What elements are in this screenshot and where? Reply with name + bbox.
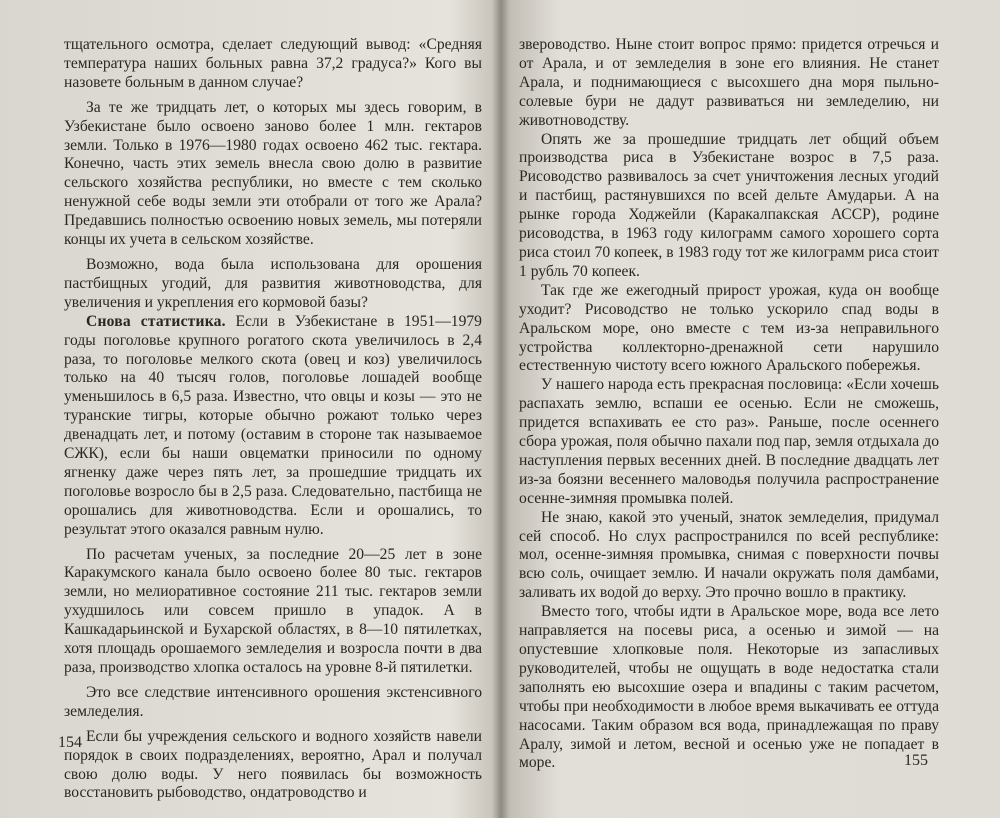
paragraph-with-heading	[64, 313, 482, 540]
paragraph: Это все следствие интенсивного орошения экстенсивного земледелия.	[64, 683, 482, 720]
paragraph-body: Если в Узбекистане в 1951—1979 годы поголовье крупного рогатого скота увеличилось в 2,4 раза, то поголовье мелкого скота (овец и коз) увеличилось только на 40 тысяч голов, поголовье лошадей вообще уменьшилось в 6,5 раза. Известно, что овцы и козы — это не туранские тигры, которые обычно рожают только через двенадцать лет, и потому (оставим в стороне так называемое СЖК), если бы наши овцематки приносили по одному ягненку даже через пять лет, за прошедшие тридцать их поголовье возросло бы в 2,5 раза. Следовательно, пастбища не орошались для животноводства. Если и орошались, то результат этого оказался равным нулю.	[64, 312, 482, 538]
right-page	[502, 0, 1000, 818]
paragraph: Если бы учреждения сельского и водного хозяйств навели порядок в своих подразделениях, вероятно, Арал и получал свою долю воды. У него появилась бы возможность восстановить рыбоводство, ондатроводство и	[64, 727, 482, 802]
paragraph: По расчетам ученых, за последние 20—25 лет в зоне Каракумского канала было освоено более 80 тыс. гектаров земли, но мелиоративное состояние 211 тыс. гектаров земли ухудшилось или совсем пришло в упадок. А в Кашкадарьинской и Бухарской областях, в 8—10 пятилетках, хотя площадь орошаемого земледелия и возросла почти в два раза, производство хлопка осталось на уровне 8-й пятилетки.	[64, 545, 482, 676]
paragraph: Возможно, вода была использована для орошения пастбищных угодий, для развития животноводства, для увеличения и укрепления его кормовой базы?	[64, 255, 482, 311]
page-number: 154	[58, 734, 82, 751]
paragraph: Не знаю, какой это ученый, знаток земледелия, придумал сей способ. Но слух распространился по всей республике: мол, осенне-зимняя промывка, снимая с поверхности почвы всю соль, очищает землю. И начали окружать поля дамбами, заливать их водой до верху. Это прочно вошло в практику.	[519, 508, 939, 602]
paragraph: звероводство. Ныне стоит вопрос прямо: придется отречься и от Арала, и от земледелия в зоне его влияния. Не станет Арала, и поднимающиеся с высохшего дна моря пыльно-солевые бури не дадут развиваться ни земледелию, ни животноводству.	[519, 36, 939, 129]
paragraph: У нашего народа есть прекрасная пословица: «Если хочешь распахать землю, вспаши ее осенью. Если не сможешь, придется вспахивать ее сто раз». Раньше, после осеннего сбора урожая, поля обычно пахали под пар, земля отдыхала до наступления первых весенних дней. В последние двадцать лет из-за боязни весеннего маловодья получила распространение осенне-зимняя промывка полей.	[519, 376, 939, 507]
right-page-text	[519, 36, 939, 773]
paragraph: Вместо того, чтобы идти в Аральское море, вода все лето направляется на посевы риса, а осенью и зимой — на опустевшие хлопковые поля. Некоторые из запасливых руководителей, чтобы не ощущать в воде недостатка стали заполнять ею высохшие озера и впадины с таким расчетом, чтобы при необходимости в любое время выкачивать ее оттуда насосами. Таким образом вся вода, принадлежащая по праву Аралу, зимой и летом, весной и осенью уже не попадает в море.	[519, 603, 939, 772]
paragraph: За те же тридцать лет, о которых мы здесь говорим, в Узбекистане было освоено заново более 1 млн. гектаров земли. Только в 1976—1980 годах освоено 462 тыс. гектара. Конечно, часть этих земель внесла свою долю в развитие сельского хозяйства республики, но вместе с тем сколько ненужной себе воды земли эти отобрали от того же Арала? Предавшись полностью освоению новых земель, мы потеряли концы их учета в сельском хозяйстве.	[64, 98, 482, 249]
paragraph: тщательного осмотра, сделает следующий вывод: «Средняя температура наших больных равна 37,2 градуса?» Кого вы назовете больным в данном случае?	[64, 36, 482, 91]
paragraph: Опять же за прошедшие тридцать лет общий объем производства риса в Узбекистане возрос в 7,5 раза. Рисоводство развивалось за счет уничтожения лесных угодий и пастбищ, растянувшихся по всей дельте Амударьи. А на рынке города Ходжейли (Каракалпакская АССР), родине рисоводства, в 1963 году килограмм самого хорошего сорта риса стоил 70 копеек, в 1983 году тот же килограмм риса стоит 1 рубль 70 копеек.	[519, 130, 939, 280]
runin-heading: Снова статистика.	[86, 312, 226, 330]
paragraph: Так где же ежегодный прирост урожая, куда он вообще уходит? Рисоводство не только ускорило спад воды в Аральском море, оно вместе с тем из-за неправильного устройства коллекторно-дренажной сети нарушило естественную чистоту всего южного Аральского побережья.	[519, 281, 939, 375]
page-number: 155	[904, 752, 928, 769]
left-page-text	[64, 36, 482, 803]
